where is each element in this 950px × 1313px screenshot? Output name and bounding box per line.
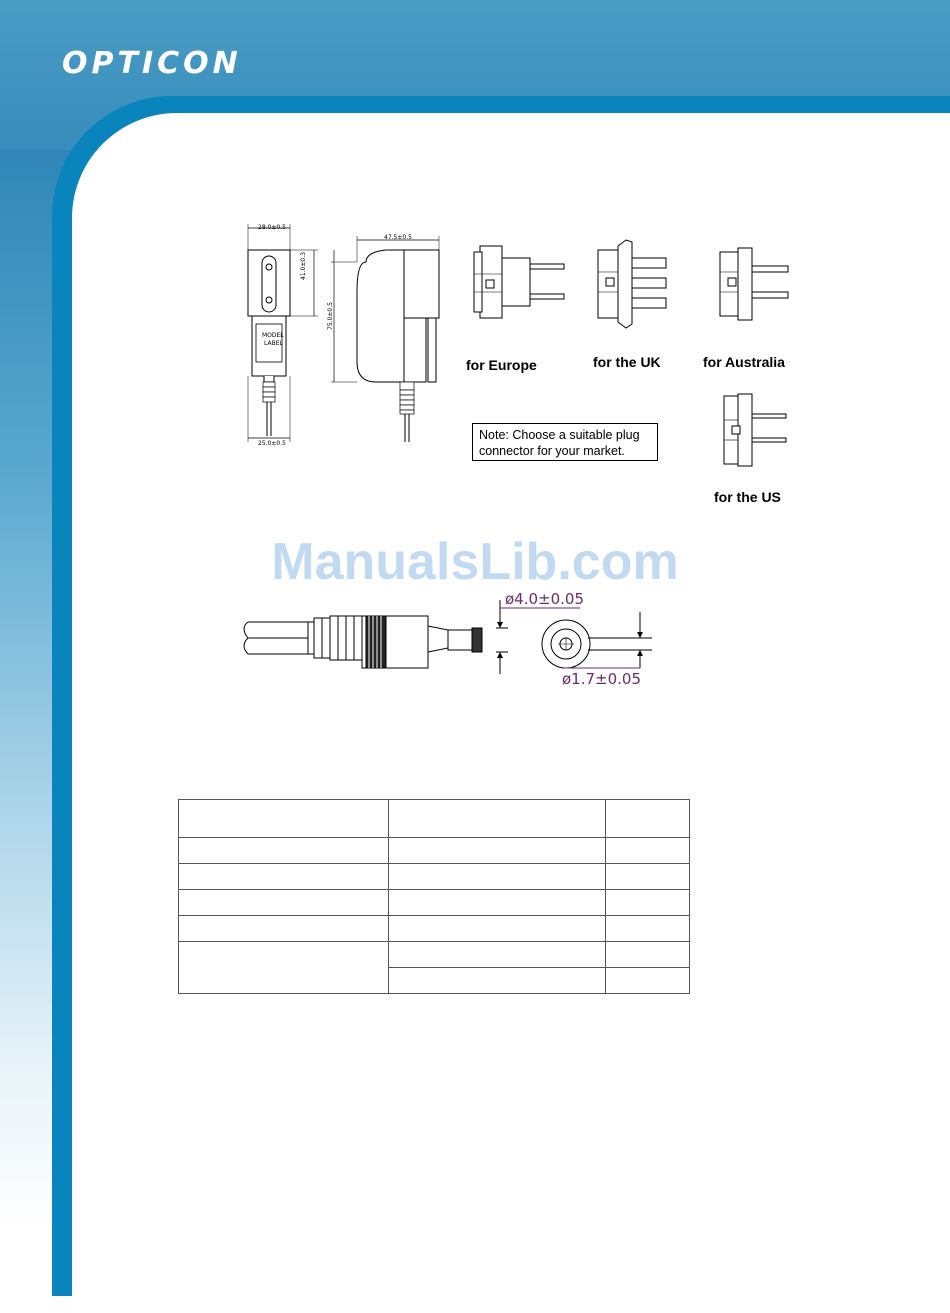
table-cell [389,800,606,838]
table-cell [389,942,606,968]
table-row [179,890,690,916]
table-cell [389,968,606,994]
table-cell [179,864,389,890]
table-cell [606,890,690,916]
australia-plug-drawing [718,248,798,322]
dim-depth: 47.5±0.5 [384,234,412,241]
model-label-line2: LABEL [264,340,283,347]
dim-height-front: 41.0±0.3 [300,252,307,280]
plug-label-europe: for Europe [466,357,537,373]
dim-outer-diameter: ø4.0±0.05 [505,590,584,608]
model-label-line1: MODEL [262,332,284,339]
dim-height-side: 75.0±0.5 [327,302,334,330]
table-cell [606,838,690,864]
table-cell [606,800,690,838]
table-row [179,838,690,864]
table-cell [389,890,606,916]
table-cell [606,864,690,890]
uk-plug-drawing [596,238,676,330]
plug-note-line2: connector for your market. [479,444,625,458]
dim-width-bottom: 25.0±0.5 [258,440,286,447]
table-cell [389,864,606,890]
us-plug-drawing [722,394,792,468]
dim-inner-diameter: ø1.7±0.05 [562,670,641,688]
table-cell [179,800,389,838]
table-cell [179,838,389,864]
opticon-logo: OPTICON [62,46,242,81]
table-cell [606,916,690,942]
table-cell [606,942,690,968]
table-cell [389,916,606,942]
table-cell [179,942,389,994]
plug-label-australia: for Australia [703,354,785,370]
plug-label-us: for the US [714,489,781,505]
spec-table [178,799,690,994]
plug-label-uk: for the UK [593,354,661,370]
table-cell [389,838,606,864]
adapter-side-drawing [326,232,446,447]
europe-plug-drawing [472,244,572,324]
table-cell [179,890,389,916]
table-row [179,800,690,838]
table-cell [179,916,389,942]
plug-note-line1: Note: Choose a suitable plug [479,428,640,442]
table-row [179,942,690,968]
plug-note-box [472,423,658,461]
table-row [179,864,690,890]
table-cell [606,968,690,994]
watermark: ManualsLib.com [271,533,679,591]
table-row [179,916,690,942]
dim-width-top: 28.0±0.5 [258,224,286,231]
